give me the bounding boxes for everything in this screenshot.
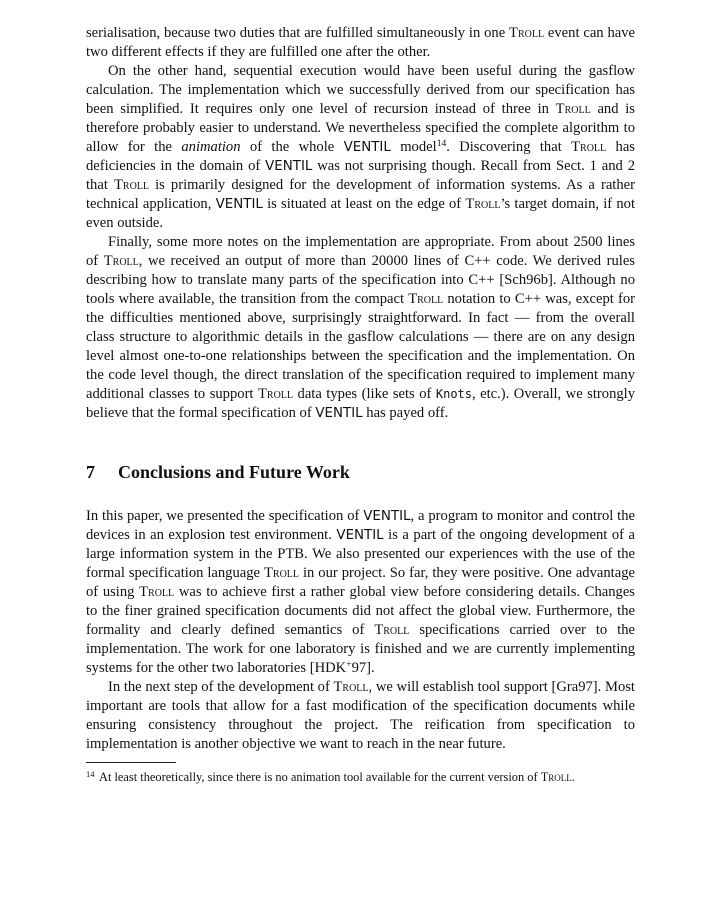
troll-term: Troll: [333, 679, 369, 695]
troll-term: Troll: [103, 253, 139, 269]
section-title: Conclusions and Future Work: [118, 462, 350, 482]
footnote: 14 At least theoretically, since there is no animation tool available for the current version of Troll.: [86, 769, 575, 784]
troll-term: Troll: [257, 386, 294, 402]
troll-term: Troll: [408, 291, 444, 307]
paper-page: [86, 24, 635, 785]
emphasis-animation: animation: [181, 139, 241, 155]
troll-term: Troll: [540, 770, 572, 784]
ventil-term: VENTIL: [363, 509, 411, 524]
ventil-term: VENTIL: [336, 528, 384, 543]
paragraph-conclusions: In this paper, we presented the specification of VENTIL, a program to monitor and control the devices in an explosion test environment. VENTIL is a part of the ongoing development of a large information system in the PTB. We also presented our experiences with the use of the formal specification language Troll in our project. So far, they were positive. One advantage of using Troll was to achieve first a rather global view before considering details. Changes to the finer grained specification documents did not affect the global view. Furthermore, the formality and clearly defined semantics of Troll specifications carried over to the implementation. The work for one laboratory is finished and we are currently implementing systems for the other two laboratories [HDK+97].: [86, 508, 636, 676]
paragraph-serialisation: serialisation, because two duties that are fulfilled simultaneously in one Troll event can have two different effects if they are fulfilled one after the other.: [86, 25, 635, 60]
paragraph-sequential-execution: On the other hand, sequential execution would have been useful during the gasflow calculation. The implementation which we successfully derived from our specification has been simplified. It requires only one level of recursion instead of three in Troll and is therefore probably easier to understand. We nevertheless specified the complete algorithm to allow for the animation of the whole VENTIL model$^{14}$. Discovering that Troll has deficiencies in the domain of VENTIL was not surprising though. Recall from Sect. 1 and 2 that Troll is primarily designed for the development of information systems. As a rather technical application, VENTIL is situated at least on the edge of Troll’s target domain, if not even outside.: [86, 63, 636, 231]
footnote-reference: 14: [436, 139, 447, 149]
troll-term: Troll: [374, 622, 410, 638]
troll-term: Troll: [264, 565, 300, 581]
troll-term: Troll: [113, 177, 150, 193]
troll-term: Troll: [509, 25, 545, 41]
troll-term: Troll: [139, 584, 175, 600]
ventil-term: VENTIL: [265, 159, 313, 174]
ventil-term: VENTIL: [315, 406, 363, 421]
code-term-knots: Knots: [435, 387, 472, 401]
ventil-term: VENTIL: [343, 140, 391, 155]
troll-term: Troll: [571, 139, 607, 155]
paragraph-implementation-notes: Finally, some more notes on the implementation are appropriate. From about 2500 lines of Troll, we received an output of more than 20000 lines of C++ code. We derived rules describing how to translate many parts of the specification into C++ [Sch96b]. Although no tools where available, the transition from the compact Troll notation to C++ was, except for the difficulties mentioned above, surprisingly straightforward. In fact — from the overall class structure to algorithmic details in the gasflow calculations — there are on any design level almost one-to-one relationships between the specification and the implementation. On the code level though, the direct translation of the specification required to implement many additional classes to support Troll data types (like sets of Knots, etc.). Overall, we strongly believe that the formal specification of VENTIL has payed off.: [86, 234, 636, 421]
section-heading: [86, 461, 635, 483]
ventil-term: VENTIL: [215, 197, 263, 212]
paragraph-future-work: In the next step of the development of Troll, we will establish tool support [Gra97]. Most important are tools that allow for a fast modification of the specification documents while ensuring consistency throughout the project. The reification from specification to implementation is another objective we want to reach in the near future.: [86, 679, 635, 752]
troll-term: Troll: [465, 196, 501, 212]
section-number: 7: [86, 462, 95, 482]
citation-superscript: +: [346, 660, 352, 670]
footnote-divider: [86, 762, 176, 763]
troll-term: Troll: [555, 101, 591, 117]
